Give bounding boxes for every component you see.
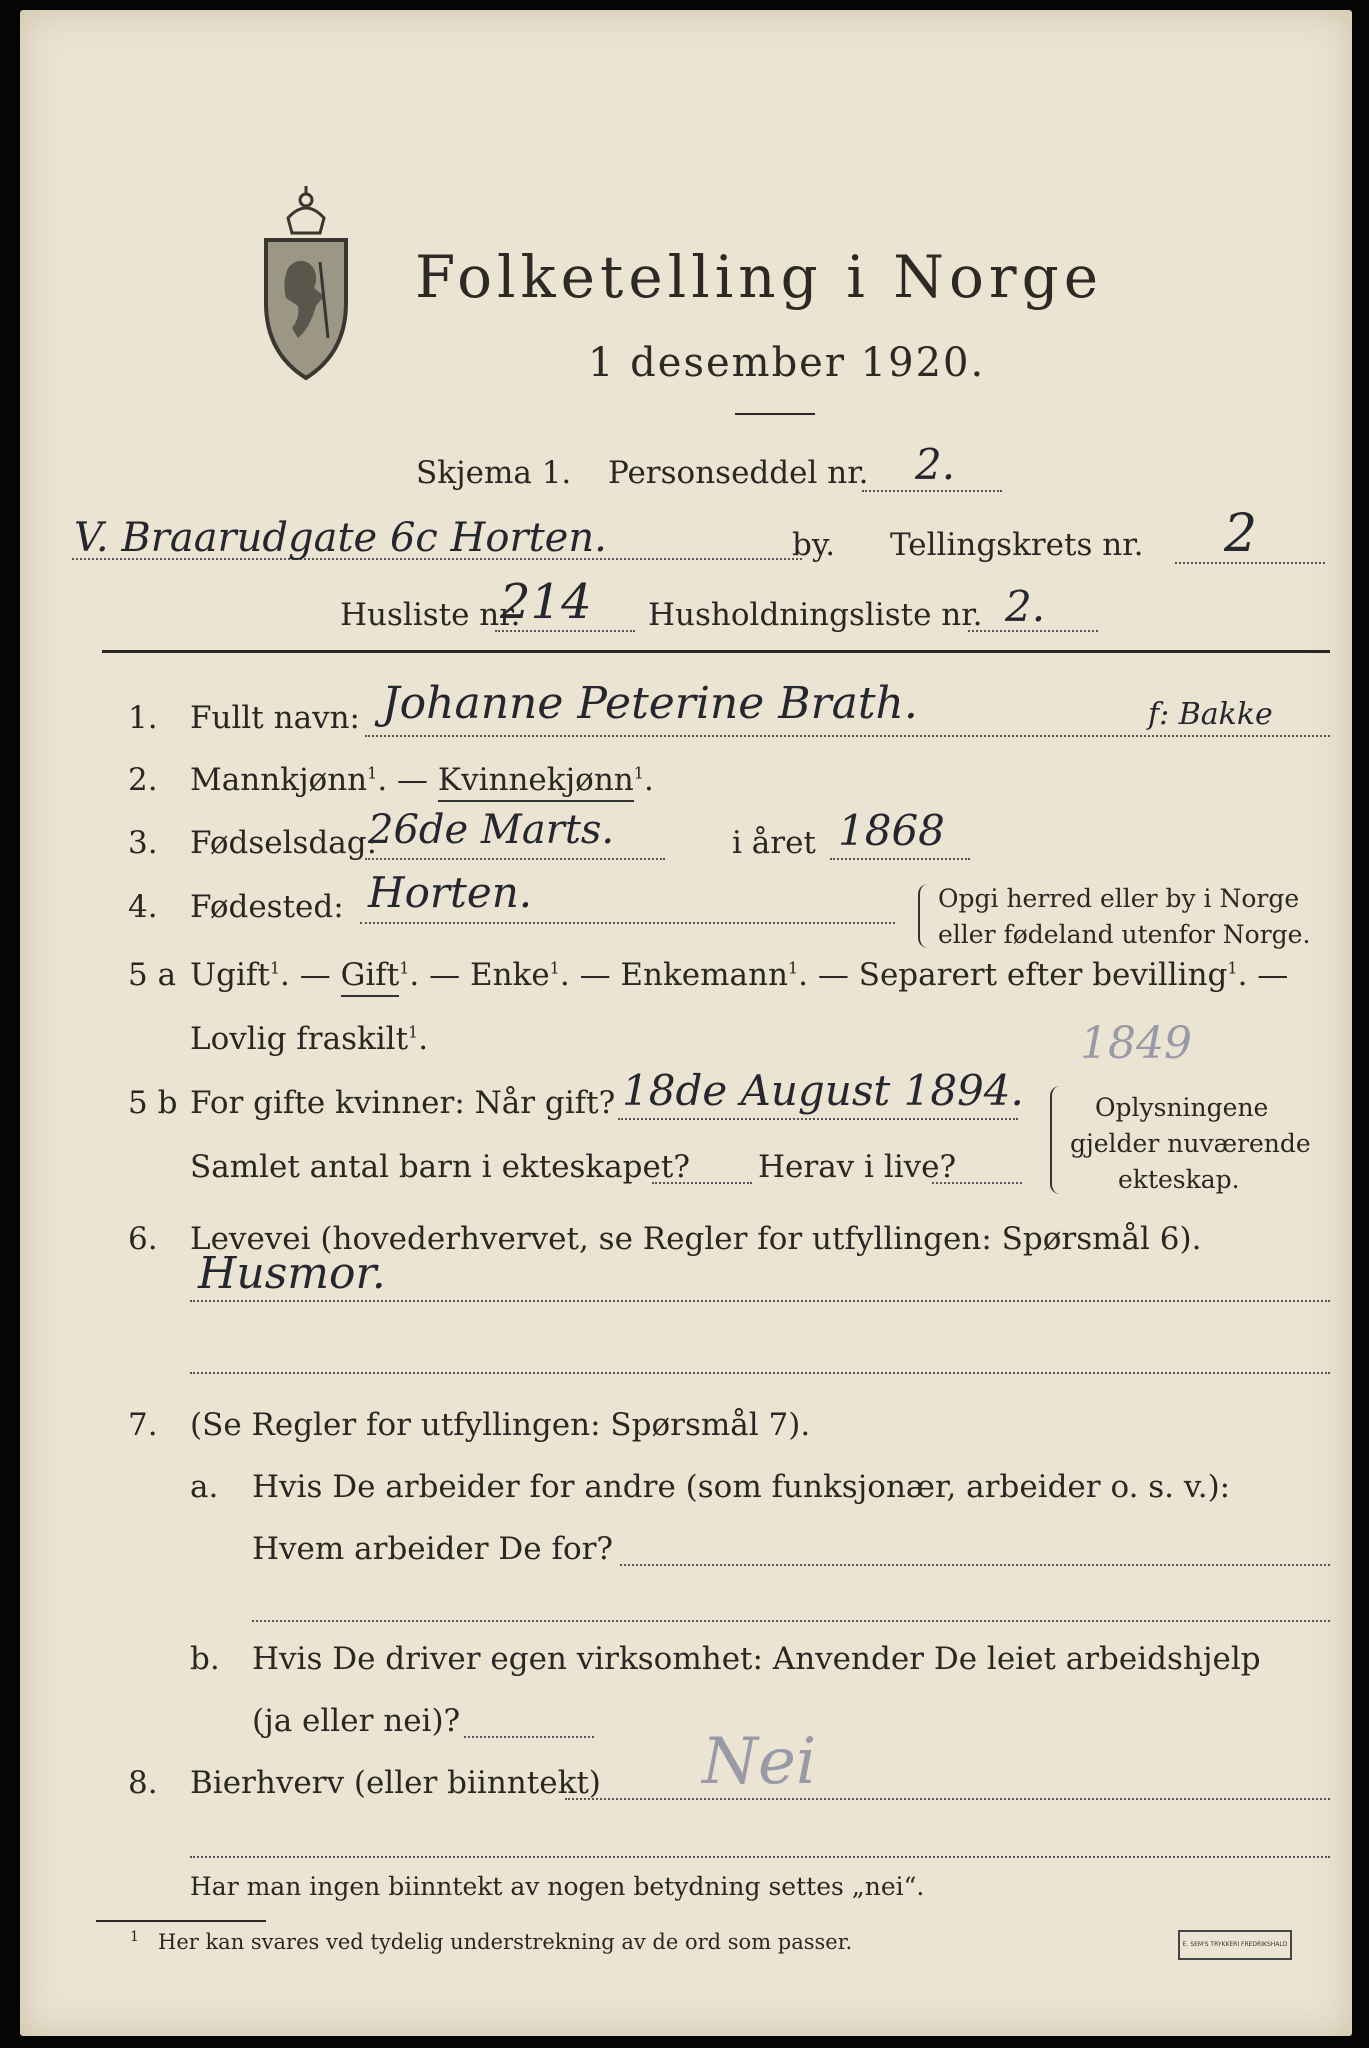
footer-note: Har man ingen biinntekt av nogen betydning settes „nei“. [190,1872,925,1901]
q4-note-1: Opgi herred eller by i Norge [938,884,1300,913]
q4-line [360,922,895,924]
q8-line-2 [190,1856,1330,1858]
q8-label: Bierhverv (eller biinntekt) [190,1765,601,1801]
q5b-live-line [932,1182,1022,1184]
q1-line [365,735,1330,737]
husliste-line [495,630,635,632]
q3-value: 26de Marts. [368,807,615,853]
q5a-gift-underlined: Gift [341,957,400,997]
q7b-text: Hvis De driver egen virksomhet: Anvender De leiet arbeidshjelp [252,1641,1261,1677]
q5b-brace [1050,1086,1064,1194]
q4-brace [918,884,930,948]
q5b-barn-label: Samlet antal barn i ekteskapet? [190,1149,690,1185]
footnote-rule [96,1920,266,1922]
q4-number: 4. [128,889,158,925]
q1-label: Fullt navn: [190,700,360,736]
personseddel-value: 2. [915,440,956,489]
tellingskrets-value: 2 [1224,504,1258,564]
q7a-line-1 [620,1564,1330,1566]
footnote-text: Her kan svares ved tydelig understrekning av de ord som passer. [158,1930,853,1954]
q5a-fraskilt: Lovlig fraskilt$^1$. [190,1021,429,1057]
header-rule [102,650,1330,653]
q8-value: Nei [702,1725,817,1799]
q3-line [365,858,665,860]
q3-number: 3. [128,825,158,861]
q4-label: Fødested: [190,889,344,925]
q3-year-value: 1868 [838,806,945,855]
q5b-number: 5 b [128,1085,178,1121]
q3-year-label: i året [732,825,816,861]
q5b-barn-line [652,1182,752,1184]
by-label: by. [792,527,836,563]
form-title: Folketelling i Norge [415,243,1104,311]
q3-label: Fødselsdag: [190,825,378,861]
q8-number: 8. [128,1765,158,1801]
form-date: 1 desember 1920. [588,340,986,386]
husliste-label: Husliste nr. [340,597,521,633]
norway-coat-of-arms-icon [258,178,354,388]
title-divider [735,413,815,415]
tellingskrets-label: Tellingskrets nr. [890,527,1144,563]
q6-line-1 [190,1300,1330,1302]
q1-extra: f: Bakke [1148,697,1273,732]
q5a-pencil-note: 1849 [1080,1018,1192,1069]
personseddel-label: Personseddel nr. [608,455,869,491]
q5b-live-label: Herav i live? [758,1149,957,1185]
husliste-value: 214 [500,574,592,630]
q3-year-line [830,858,970,860]
husholdning-label: Husholdningsliste nr. [648,597,983,633]
q5a-number: 5 a [128,957,177,993]
q6-number: 6. [128,1221,158,1257]
q5b-note-2: gjelder nuværende [1070,1129,1311,1158]
printer-stamp: E. SEM'S TRYKKERI FREDRIKSHALD [1178,1930,1292,1960]
q6-line-2 [190,1372,1330,1374]
personseddel-line [862,490,1002,492]
skjema-label: Skjema 1. [416,455,572,491]
q8-line-1 [565,1798,1330,1800]
q4-note-2: eller fødeland utenfor Norge. [938,920,1311,949]
q5b-note-1: Oplysningene [1095,1093,1269,1122]
q1-value: Johanne Peterine Brath. [382,678,918,729]
census-form-page [20,10,1352,2036]
q2-female-underlined: Kvinnekjønn [438,762,634,802]
q7-number: 7. [128,1407,158,1443]
q2-text: Mannkjønn$^1$. — Kvinnekjønn$^1$. [190,765,654,796]
q2-male: Mannkjønn [190,762,368,798]
q7a-question: Hvem arbeider De for? [252,1531,614,1567]
q7b-question: (ja eller nei)? [252,1703,461,1739]
q4-value: Horten. [368,868,533,917]
q7-label: (Se Regler for utfyllingen: Spørsmål 7). [190,1407,811,1443]
address-value: V. Braarudgate 6c Horten. [74,515,607,561]
q6-value: Husmor. [198,1248,386,1299]
q6-label: Levevei (hovederhvervet, se Regler for utfyllingen: Spørsmål 6). [190,1221,1202,1257]
q5a-text: Ugift$^1$. — Gift$^1$. — Enke$^1$. — Enkemann$^1$. — Separert efter bevilling$^1$. — [190,960,1288,991]
q7a-line-2 [252,1620,1330,1622]
q7a-text: Hvis De arbeider for andre (som funksjonær, arbeider o. s. v.): [252,1469,1231,1505]
q5b-note-3: ekteskap. [1118,1165,1240,1194]
q5b-value: 18de August 1894. [622,1066,1024,1115]
q2-number: 2. [128,762,158,798]
q5b-line [618,1118,1018,1120]
footnote-mark: 1 [130,1929,139,1945]
q7a-number: a. [190,1469,219,1505]
q7b-number: b. [190,1641,220,1677]
q5b-label: For gifte kvinner: Når gift? [190,1085,616,1121]
q1-number: 1. [128,700,158,736]
q7b-line [464,1736,594,1738]
husholdning-value: 2. [1005,582,1046,631]
